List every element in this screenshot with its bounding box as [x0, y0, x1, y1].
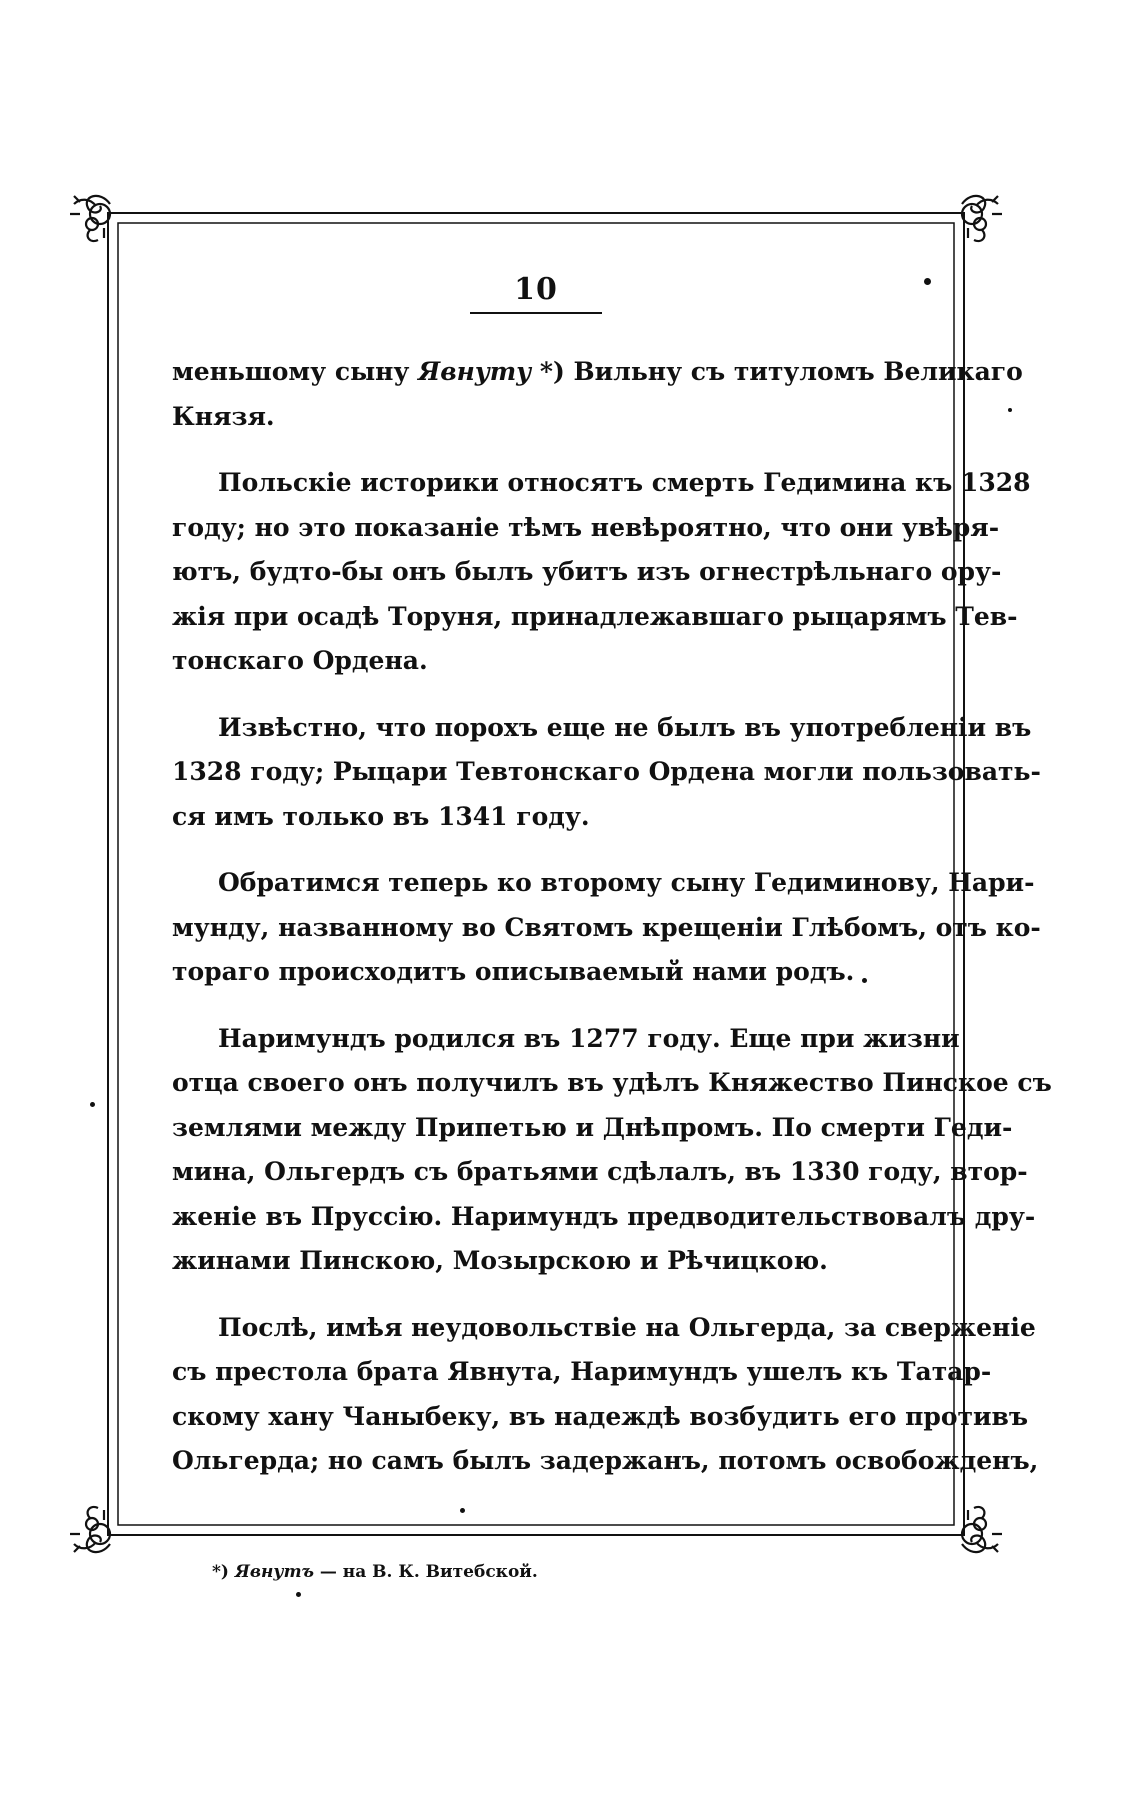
text-line: [172, 350, 1023, 395]
text-line: Князя.: [172, 401, 275, 431]
scan-speck: [296, 1592, 301, 1597]
text-line: землями между Припетью и Днѣпромъ. По смерти Геди-: [172, 1112, 1013, 1142]
text-line: отца своего онъ получилъ въ удѣлъ Княжество Пинское съ: [172, 1068, 1052, 1097]
italic-name: Явнуту: [418, 357, 532, 386]
paragraph: [172, 1306, 1039, 1484]
scan-speck: [1008, 408, 1012, 412]
corner-ornament-top-left: [70, 196, 110, 241]
text-line: Послѣ, имѣя неудовольствіе на Ольгерда, за сверженіе: [218, 1312, 1036, 1342]
text-line: тораго происходитъ описываемый нами родъ.: [172, 957, 855, 986]
text-line: Обратимся теперь ко второму сыну Гедиминову, Нари-: [218, 868, 1035, 897]
corner-ornament-bottom-right: [962, 1507, 1002, 1552]
scan-speck: [924, 278, 931, 285]
text-line: съ престола брата Явнута, Наримундъ ушелъ къ Татар-: [172, 1357, 992, 1386]
text-run: *) Вильну съ титуломъ Великаго: [531, 357, 1023, 386]
corner-ornament-bottom-left: [70, 1507, 110, 1552]
paragraph: [172, 1017, 1052, 1284]
page-number-rule: [470, 312, 602, 314]
paragraph-gap: [172, 995, 904, 1017]
scan-speck: [460, 1508, 465, 1513]
paragraph: [172, 350, 1023, 439]
paragraph-gap: [172, 839, 904, 861]
text-line: Польскіе историки относятъ смерть Гедимина къ 1328: [218, 468, 1031, 497]
footnote-mark: *): [212, 1562, 235, 1582]
paragraph-gap: [172, 1284, 904, 1306]
paragraph: [172, 461, 1031, 684]
text-line: ютъ, будто-бы онъ былъ убитъ изъ огнестрѣльнаго ору-: [172, 557, 1002, 586]
text-line: скому хану Чаныбеку, въ надеждѣ возбудить его противъ: [172, 1401, 1029, 1431]
corner-ornament-top-right: [962, 196, 1002, 241]
footnote-term: Явнутъ: [234, 1562, 314, 1582]
text-line: 1328 году; Рыцари Тевтонскаго Ордена могли пользовать-: [172, 757, 1041, 786]
text-line: женіе въ Пруссію. Наримундъ предводительствовалъ дру-: [172, 1201, 1036, 1231]
text-line: ся имъ только въ 1341 году.: [172, 801, 590, 831]
paragraph-gap: [172, 684, 904, 706]
text-line: мунду, названному во Святомъ крещеніи Глѣбомъ, отъ ко-: [172, 912, 1041, 942]
paragraph-gap: [172, 439, 904, 461]
text-line: жія при осадѣ Торуня, принадлежавшаго рыцарямъ Тев-: [172, 601, 1018, 631]
footnote-text: — на В. К. Витебской.: [313, 1562, 538, 1582]
text-line: году; но это показаніе тѣмъ невѣроятно, что они увѣря-: [172, 512, 1000, 542]
scan-speck: [862, 978, 867, 983]
text-line: мина, Ольгердъ съ братьями сдѣлалъ, въ 1330 году, втор-: [172, 1157, 1028, 1186]
paragraph: [172, 861, 1041, 995]
text-run: меньшому сыну: [172, 357, 419, 386]
page-header: [470, 272, 602, 314]
text-line: тонскаго Ордена.: [172, 646, 428, 675]
text-line: Ольгерда; но самъ былъ задержанъ, потомъ освобожденъ,: [172, 1446, 1039, 1475]
footnote: [212, 1560, 538, 1584]
text-line: Наримундъ родился въ 1277 году. Еще при жизни: [218, 1023, 960, 1053]
paragraph: [172, 706, 1041, 840]
body-text: [172, 350, 1052, 1484]
scan-speck: [90, 1102, 95, 1107]
text-line: Извѣстно, что порохъ еще не былъ въ употребленіи въ: [218, 712, 1032, 742]
page-number: 10: [514, 272, 558, 307]
text-line: жинами Пинскою, Мозырскою и Рѣчицкою.: [172, 1246, 828, 1275]
